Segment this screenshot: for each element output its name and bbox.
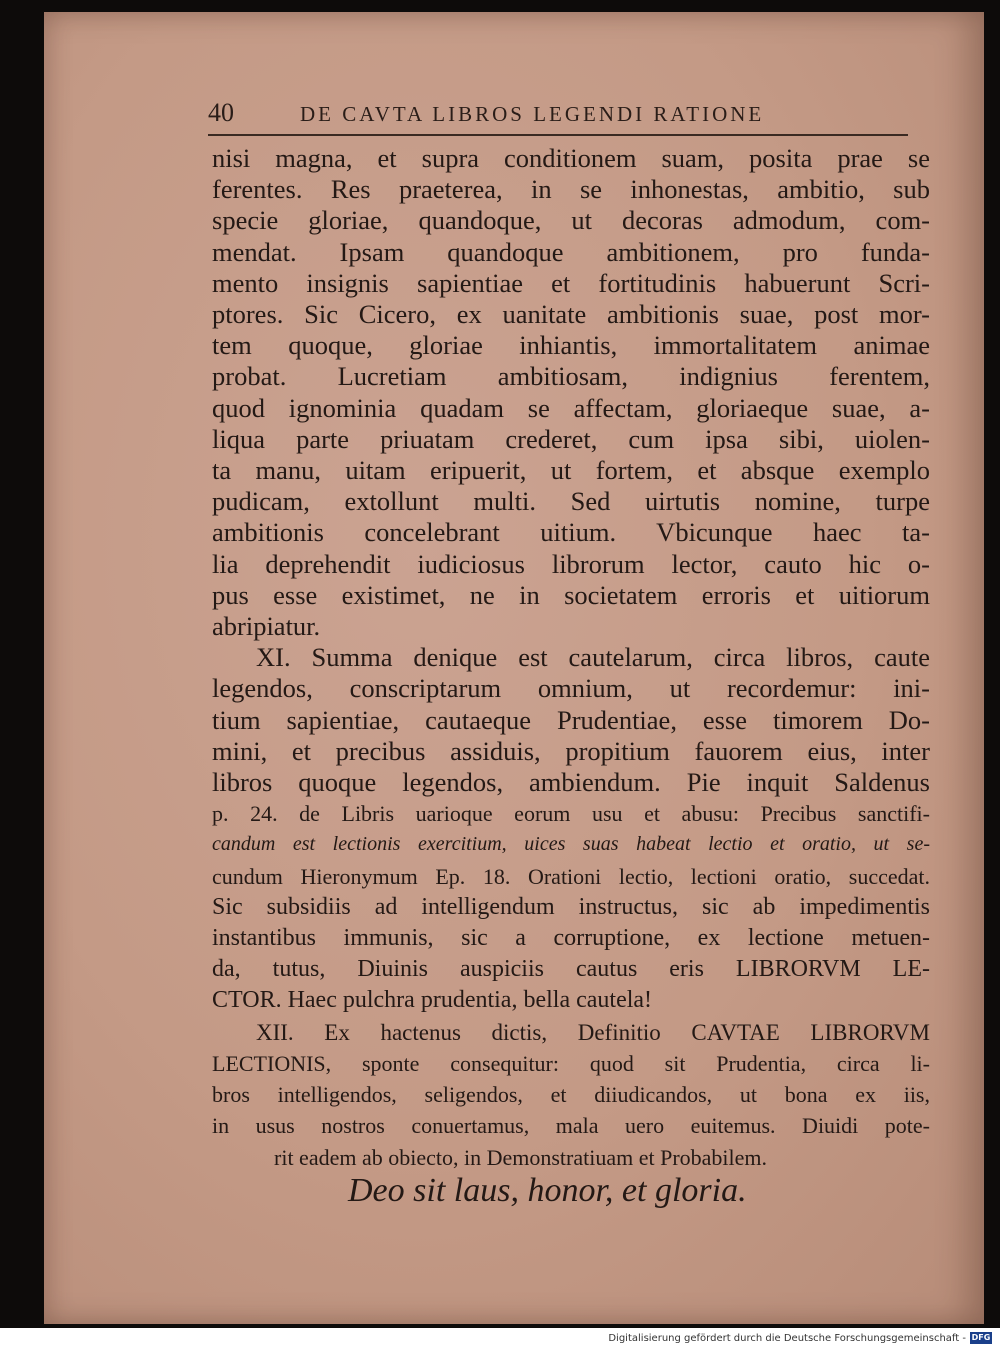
text-line: specie gloriae, quandoque, ut decoras admodum, com-: [212, 205, 930, 236]
dfg-logo-icon: DFG: [971, 1333, 991, 1342]
text-line: p. 24. de Libris uarioque eorum usu et abusu: Precibus sanctifi-: [212, 801, 930, 827]
text-line: liqua parte priuatam crederet, cum ipsa sibi, uiolen-: [212, 423, 930, 454]
text-line: legendos, conscriptarum omnium, ut recordemur: ini-: [212, 673, 930, 704]
text-line: XI. Summa denique est cautelarum, circa libros, caute: [256, 642, 930, 673]
text-line: bros intelligendos, seligendos, et diiudicandos, ut bona ex iis,: [212, 1082, 930, 1108]
text-line: probat. Lucretiam ambitiosam, indignius ferentem,: [212, 361, 930, 392]
text-line: ambitionis concelebrant uitium. Vbicunque haec ta-: [212, 517, 930, 548]
header-rule: [208, 134, 908, 136]
text-line: lia deprehendit iudiciosus librorum lector, cauto hic o-: [212, 548, 930, 579]
text-line: mini, et precibus assiduis, propitium fauorem eius, inter: [212, 735, 930, 766]
text-line: mento insignis sapientiae et fortitudinis habuerunt Scri-: [212, 267, 930, 298]
text-line: libros quoque legendos, ambiendum. Pie inquit Saldenus: [212, 767, 930, 798]
text-line: pus esse existimet, ne in societatem erroris et uitiorum: [212, 579, 930, 610]
footer-credit: Digitalisierung gefördert durch die Deutsche Forschungsgemeinschaft -: [608, 1332, 966, 1344]
text-line: quod ignominia quadam se affectam, gloriaeque suae, a-: [212, 392, 930, 423]
page-text: [212, 143, 930, 1173]
text-line: candum est lectionis exercitium, uices suas habeat lectio et oratio, ut se-: [212, 833, 930, 856]
page-header: [208, 98, 858, 134]
text-line: rit eadem ab obiecto, in Demonstratiuam et Probabilem.: [274, 1144, 768, 1170]
text-line: da, tutus, Diuinis auspiciis cautus eris LIBRORVM LE-: [212, 956, 930, 983]
text-line: ferentes. Res praeterea, in se inhonestas, ambitio, sub: [212, 174, 930, 205]
footer: [608, 1331, 992, 1345]
text-line: in usus nostros conuertamus, mala uero euitemus. Diuidi pote-: [212, 1113, 930, 1139]
text-line: ptores. Sic Cicero, ex uanitate ambitionis suae, post mor-: [212, 299, 930, 330]
text-line: mendat. Ipsam quandoque ambitionem, pro funda-: [212, 236, 930, 267]
text-line: XII. Ex hactenus dictis, Definitio CAVTAE LIBRORVM: [256, 1019, 930, 1045]
text-line: tium sapientiae, cautaeque Prudentiae, esse timorem Do-: [212, 704, 930, 735]
text-line: LECTIONIS, sponte consequitur: quod sit Prudentia, circa li-: [212, 1050, 930, 1076]
text-line: Sic subsidiis ad intelligendum instructus, sic ab impedimentis: [212, 893, 930, 920]
running-head: DE CAVTA LIBROS LEGENDI RATIONE: [300, 102, 765, 126]
text-line: tem quoque, gloriae inhiantis, immortalitatem animae: [212, 330, 930, 361]
text-line: ta manu, uitam eripuerit, ut fortem, et absque exemplo: [212, 455, 930, 486]
text-line: instantibus immunis, sic a corruptione, ex lectione metuen-: [212, 925, 930, 952]
text-line: abripiatur.: [212, 611, 321, 642]
text-line: CTOR. Haec pulchra prudentia, bella cautela!: [212, 987, 653, 1014]
text-line: pudicam, extollunt multi. Sed uirtutis nomine, turpe: [212, 486, 930, 517]
page-number: 40: [208, 98, 234, 127]
closing-doxology: Deo sit laus, honor, et gloria.: [348, 1172, 747, 1209]
text-line: cundum Hieronymum Ep. 18. Orationi lectio, lectioni oratio, succedat.: [212, 863, 930, 889]
text-line: nisi magna, et supra conditionem suam, posita prae se: [212, 143, 930, 173]
